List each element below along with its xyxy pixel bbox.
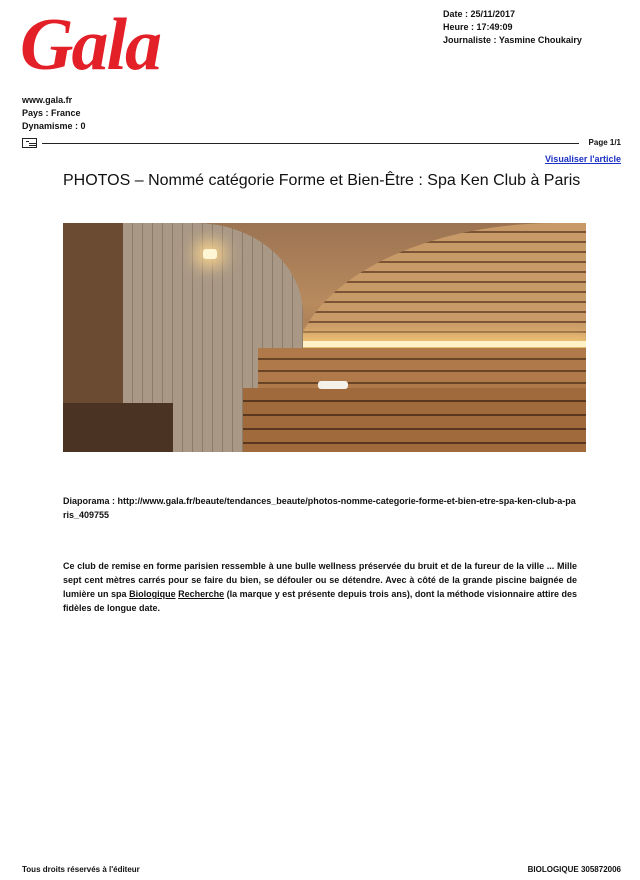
source-info <box>22 94 86 133</box>
gala-logo: Gala <box>20 4 160 86</box>
source-country: Pays : France <box>22 108 81 118</box>
page-indicator: Page 1/1 <box>588 138 621 147</box>
brand-link-biologique[interactable]: Biologique <box>129 589 176 599</box>
slideshow-link-text: Diaporama : http://www.gala.fr/beaute/tendances_beaute/photos-nomme-categorie-forme-et-bien-etre-spa-ken-club-a-paris_409755 <box>63 496 576 520</box>
document-code: BIOLOGIQUE 305872006 <box>527 865 621 874</box>
web-article-icon <box>22 138 37 148</box>
publication-time: Heure : 17:49:09 <box>443 22 513 32</box>
header-rule <box>22 138 621 150</box>
sauna-photo <box>63 223 586 452</box>
brand-link-recherche[interactable]: Recherche <box>178 589 225 599</box>
source-site: www.gala.fr <box>22 95 73 105</box>
source-dynamism: Dynamisme : 0 <box>22 121 86 131</box>
rights-notice: Tous droits réservés à l'éditeur <box>22 865 140 874</box>
journalist-name: Journaliste : Yasmine Choukairy <box>443 35 582 45</box>
article-body: Ce club de remise en forme parisien ressemble à une bulle wellness préservée du bruit et de la fureur de la ville ... Mille sept cent mètres carrés pour se faire du bien, se défouler ou se détendre. Avec à côté de la grande piscine baignée de lumière un spa Biologique Recherche (la marque y est présente depuis trois ans), dont la méthode visionnaire attire des fidèles de longue date. <box>63 561 577 613</box>
publication-date: Date : 25/11/2017 <box>443 9 516 19</box>
article-title: PHOTOS – Nommé catégorie Forme et Bien-Être : Spa Ken Club à Paris <box>63 172 581 189</box>
divider-line <box>42 143 579 144</box>
view-article-link[interactable]: Visualiser l'article <box>544 154 621 164</box>
metadata-panel <box>443 8 582 47</box>
